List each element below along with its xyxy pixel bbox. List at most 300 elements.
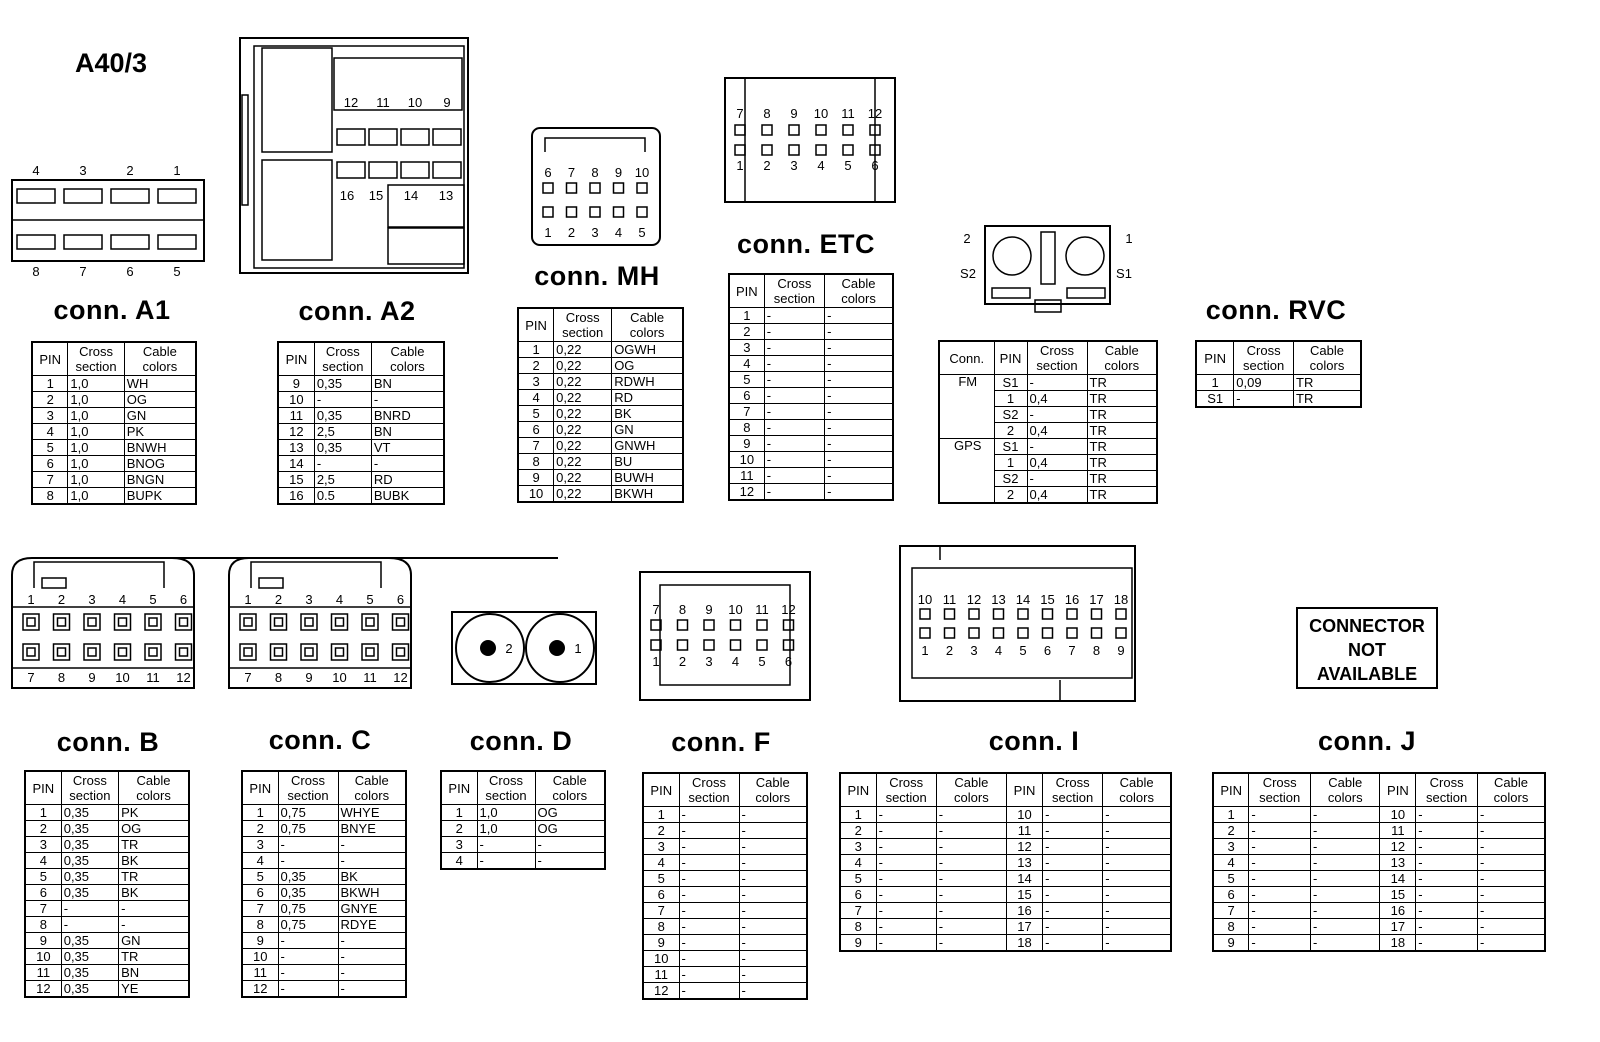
pin-slot xyxy=(1018,609,1028,619)
pin-cell: 2 xyxy=(994,487,1027,504)
table-row xyxy=(518,470,683,486)
pin-number-label: 3 xyxy=(305,592,313,607)
pin-number-label: 3 xyxy=(970,643,978,658)
table-row xyxy=(518,454,683,470)
pin-number-label: 1 xyxy=(652,654,660,669)
table-conn-f xyxy=(642,772,808,1000)
table-row xyxy=(1213,855,1545,871)
pin-cavity xyxy=(271,614,287,630)
pin-number-label: 5 xyxy=(366,592,374,607)
cross-section-cell: 1,0 xyxy=(68,456,124,472)
cross-section-cell: - xyxy=(679,823,739,839)
table-row xyxy=(840,903,1171,919)
cross-section-cell: - xyxy=(1043,903,1103,919)
cross-section-cell: 1,0 xyxy=(68,488,124,505)
table-row xyxy=(643,967,807,983)
header-pin: PIN xyxy=(25,771,61,805)
pin-cell: 4 xyxy=(518,390,554,406)
pin-number-label: 2 xyxy=(274,592,283,607)
conn-f-inner xyxy=(660,585,793,685)
pin-cavity xyxy=(271,644,287,660)
cable-color-cell: TR xyxy=(1087,439,1157,455)
table-row xyxy=(840,935,1171,952)
cable-color-cell: - xyxy=(535,853,605,870)
pin-number-label: 11 xyxy=(146,670,160,685)
pin-cell: 13 xyxy=(278,440,314,456)
pin-cavity xyxy=(84,644,100,660)
pin-slot xyxy=(945,628,955,638)
cross-section-cell: - xyxy=(1043,807,1103,823)
pin-number-label: 15 xyxy=(1040,592,1055,607)
pin-number-label: 9 xyxy=(305,670,313,685)
pin-cavity xyxy=(115,644,131,660)
pin-cell: 10 xyxy=(518,486,554,503)
pin-cell: 9 xyxy=(643,935,679,951)
table-row xyxy=(1196,391,1361,408)
pin-cell: 5 xyxy=(840,871,876,887)
cross-section-cell: 0,35 xyxy=(61,805,118,821)
table-row xyxy=(729,340,893,356)
header-cable-colors: Cable colors xyxy=(612,308,683,342)
cavity xyxy=(388,228,464,264)
pin-number-label: 10 xyxy=(407,95,423,110)
antenna-socket xyxy=(993,237,1031,275)
pin-slot xyxy=(401,129,429,145)
pin-number-label: 12 xyxy=(781,602,796,617)
table-row xyxy=(643,823,807,839)
table-conn-mh xyxy=(517,307,684,503)
cross-section-cell: - xyxy=(477,853,535,870)
table-row xyxy=(441,837,605,853)
cross-section-cell: - xyxy=(679,967,739,983)
pin-cell: 12 xyxy=(1006,839,1042,855)
pin-slot xyxy=(784,620,794,630)
pin-cell: 7 xyxy=(518,438,554,454)
not-available-text: CONNECTOR NOT AVAILABLE xyxy=(1309,616,1425,684)
cable-color-cell: - xyxy=(1477,807,1545,823)
cross-section-cell: 1,0 xyxy=(68,472,124,488)
cable-color-cell: YE xyxy=(119,981,189,998)
table-row xyxy=(643,855,807,871)
header-row xyxy=(32,342,196,376)
pin-number-label: 1 xyxy=(574,641,582,656)
table-row xyxy=(25,821,189,837)
cross-section-cell: 0,35 xyxy=(61,965,118,981)
cable-color-cell: VT xyxy=(371,440,444,456)
header-cross-section: Cross section xyxy=(477,771,535,805)
pin-slot xyxy=(614,207,624,217)
table-conn-a2 xyxy=(277,341,445,505)
table-row xyxy=(840,823,1171,839)
cross-section-cell: 1,0 xyxy=(68,408,124,424)
cross-section-cell: 1,0 xyxy=(68,376,124,392)
pin-cell: 7 xyxy=(729,404,764,420)
pin-terminal xyxy=(244,618,252,626)
header-cable-colors: Cable colors xyxy=(119,771,189,805)
cable-color-cell: - xyxy=(338,853,406,869)
cable-color-cell: - xyxy=(1477,935,1545,952)
header-pin: PIN xyxy=(643,773,679,807)
pin-slot xyxy=(369,129,397,145)
pin-slot xyxy=(1043,609,1053,619)
cross-section-cell: 1,0 xyxy=(68,424,124,440)
pin-number-label: 2 xyxy=(763,158,771,173)
table-row xyxy=(242,805,406,821)
cross-section-cell: - xyxy=(764,404,824,420)
cross-section-cell: 0,35 xyxy=(314,440,371,456)
pin-number-label: 7 xyxy=(27,670,35,685)
pin-cell: 8 xyxy=(729,420,764,436)
cable-color-cell: - xyxy=(739,951,807,967)
cross-section-cell: 0,22 xyxy=(554,358,612,374)
header-row xyxy=(840,773,1171,807)
pin-slot xyxy=(637,207,647,217)
cross-section-cell: - xyxy=(1249,839,1311,855)
header-conn: Conn. xyxy=(939,341,994,375)
cable-color-cell: - xyxy=(338,965,406,981)
cross-section-cell: - xyxy=(1416,903,1478,919)
pin-number-label: 4 xyxy=(32,163,40,178)
pin-number-label: 11 xyxy=(755,602,769,617)
latch xyxy=(42,578,66,588)
header-pin: PIN xyxy=(32,342,68,376)
pin-slot xyxy=(433,162,461,178)
table-row xyxy=(518,438,683,454)
cross-section-cell: - xyxy=(278,965,338,981)
pin-cell: 5 xyxy=(25,869,61,885)
table-row xyxy=(518,390,683,406)
pin-number-label: 2 xyxy=(945,643,954,658)
cable-color-cell: TR xyxy=(119,949,189,965)
pin-cell: 2 xyxy=(242,821,278,837)
table-row xyxy=(242,949,406,965)
pin-number-label: 7 xyxy=(736,106,744,121)
pin-cell: 3 xyxy=(518,374,554,390)
table-row xyxy=(729,308,893,324)
cable-color-cell: - xyxy=(1477,919,1545,935)
cross-section-cell: - xyxy=(1043,871,1103,887)
cross-section-cell: 0.5 xyxy=(314,488,371,505)
cross-section-cell: - xyxy=(764,308,824,324)
cable-color-cell: BK xyxy=(612,406,683,422)
pin-cavity xyxy=(240,644,256,660)
cable-color-cell: BK xyxy=(119,853,189,869)
header-cross-section: Cross section xyxy=(1249,773,1311,807)
pin-number-label: 11 xyxy=(841,106,855,121)
pin-slot xyxy=(590,207,600,217)
cable-color-cell: - xyxy=(371,456,444,472)
cable-color-cell: - xyxy=(936,839,1006,855)
cross-section-cell: 0,35 xyxy=(314,376,371,392)
pin-number-label: 4 xyxy=(817,158,825,173)
pin-cell: 1 xyxy=(643,807,679,823)
cross-section-cell: - xyxy=(1416,935,1478,952)
pin-terminal xyxy=(88,648,96,656)
pin-slot xyxy=(614,183,624,193)
pin-cell: 1 xyxy=(25,805,61,821)
header-pin: PIN xyxy=(441,771,477,805)
cross-section-cell: 0,35 xyxy=(61,853,118,869)
cable-color-cell: TR xyxy=(1087,487,1157,504)
pin-number-label: 14 xyxy=(403,188,419,203)
table-row xyxy=(278,456,444,472)
conn-f-body xyxy=(640,572,810,700)
cable-color-cell: - xyxy=(825,308,893,324)
table-row xyxy=(242,933,406,949)
table-row xyxy=(242,901,406,917)
table-row xyxy=(840,807,1171,823)
cross-section-cell: - xyxy=(764,468,824,484)
cross-section-cell: - xyxy=(1416,823,1478,839)
table-row xyxy=(643,935,807,951)
table-row xyxy=(25,917,189,933)
cable-color-cell: GNYE xyxy=(338,901,406,917)
cross-section-cell: - xyxy=(278,949,338,965)
cross-section-cell: - xyxy=(764,452,824,468)
pin-number-label: 2 xyxy=(678,654,687,669)
pin-terminal xyxy=(305,648,313,656)
pin-cell: 1 xyxy=(518,342,554,358)
title-conn-j: conn. J xyxy=(1317,726,1417,756)
cross-section-cell: - xyxy=(764,388,824,404)
cable-color-cell: - xyxy=(739,903,807,919)
pin-cell: 9 xyxy=(242,933,278,949)
cross-section-cell: - xyxy=(764,436,824,452)
table-row xyxy=(278,472,444,488)
cable-color-cell: - xyxy=(825,452,893,468)
table-row xyxy=(1213,919,1545,935)
pin-cell: 4 xyxy=(643,855,679,871)
cable-color-cell: OG xyxy=(124,392,196,408)
table-row xyxy=(25,933,189,949)
cross-section-cell: 0,35 xyxy=(314,408,371,424)
pin-number-label: 11 xyxy=(363,670,377,685)
header-pin: PIN xyxy=(729,274,764,308)
pin-cell: 1 xyxy=(32,376,68,392)
pin-slot xyxy=(1018,628,1028,638)
pin-cell: 3 xyxy=(242,837,278,853)
cross-section-cell: 0,4 xyxy=(1027,455,1087,471)
header-cable-colors: Cable colors xyxy=(338,771,406,805)
table-row xyxy=(518,374,683,390)
pin-number-label: 9 xyxy=(1117,643,1125,658)
key-slot xyxy=(251,562,381,588)
pin-cell: 7 xyxy=(242,901,278,917)
table-row xyxy=(729,404,893,420)
cable-color-cell: WHYE xyxy=(338,805,406,821)
pin-number-label: 7 xyxy=(652,602,660,617)
pin-cell: 2 xyxy=(643,823,679,839)
pin-number-label: 4 xyxy=(118,592,127,607)
cross-section-cell: 0,22 xyxy=(554,406,612,422)
pin-slot xyxy=(337,162,365,178)
pin-slot xyxy=(158,235,196,249)
pin-number-label: 8 xyxy=(1092,643,1101,658)
cross-section-cell: 1,0 xyxy=(477,821,535,837)
cross-section-cell: - xyxy=(679,839,739,855)
header-cross-section: Cross section xyxy=(278,771,338,805)
table-row xyxy=(32,376,196,392)
pin-slot xyxy=(158,189,196,203)
header-row xyxy=(1196,341,1361,375)
cable-color-cell: GN xyxy=(124,408,196,424)
cross-section-cell: - xyxy=(278,933,338,949)
pin-slot xyxy=(543,207,553,217)
pin-slot xyxy=(1092,609,1102,619)
pin-number-label: 8 xyxy=(678,602,687,617)
pin-slot xyxy=(590,183,600,193)
pin-cell: 18 xyxy=(1380,935,1416,952)
cable-color-cell: - xyxy=(1311,919,1380,935)
cross-section-cell: 1,0 xyxy=(477,805,535,821)
cable-color-cell: - xyxy=(1103,839,1171,855)
pin-cell: S1 xyxy=(1196,391,1234,408)
table-row xyxy=(729,436,893,452)
table-row xyxy=(25,869,189,885)
cross-section-cell: - xyxy=(1249,823,1311,839)
pin-number-label: 5 xyxy=(638,225,646,240)
cable-color-cell: - xyxy=(936,807,1006,823)
pin-cell: 10 xyxy=(25,949,61,965)
cable-color-cell: BN xyxy=(371,376,444,392)
pin-number-label: 10 xyxy=(634,165,650,180)
cross-section-cell: - xyxy=(314,392,371,408)
pin-cell: 7 xyxy=(1213,903,1249,919)
table-row xyxy=(1213,839,1545,855)
header-cable-colors: Cable colors xyxy=(535,771,605,805)
pin-slot xyxy=(1116,628,1126,638)
table-row xyxy=(729,484,893,501)
cross-section-cell: 0,22 xyxy=(554,374,612,390)
pin-cell: 1 xyxy=(441,805,477,821)
header-cross-section: Cross section xyxy=(61,771,118,805)
pin-slot xyxy=(637,183,647,193)
table-conn-i xyxy=(839,772,1172,952)
header-cable-colors: Cable colors xyxy=(371,342,444,376)
table-row xyxy=(278,488,444,505)
conn-etc-body xyxy=(725,78,895,202)
table-row xyxy=(840,887,1171,903)
pin-number-label: 2 xyxy=(963,231,971,246)
table-row xyxy=(32,488,196,505)
table-row xyxy=(729,356,893,372)
pin-slot xyxy=(843,125,853,135)
pin-terminal xyxy=(336,618,344,626)
pin-slot xyxy=(1067,288,1105,298)
cross-section-cell: 0,4 xyxy=(1027,423,1087,439)
pin-terminal xyxy=(27,618,35,626)
pin-cavity xyxy=(362,614,378,630)
cable-color-cell: OGWH xyxy=(612,342,683,358)
pin-cavity xyxy=(23,614,39,630)
pin-number-label: 9 xyxy=(705,602,713,617)
cross-section-cell: - xyxy=(679,871,739,887)
antenna-socket xyxy=(1066,237,1104,275)
pin-number-label: 14 xyxy=(1015,592,1031,607)
cable-color-cell: BNRD xyxy=(371,408,444,424)
cross-section-cell: - xyxy=(61,901,118,917)
cable-color-cell: BN xyxy=(371,424,444,440)
cable-color-cell: - xyxy=(1311,823,1380,839)
pin-number-label: 2 xyxy=(567,225,576,240)
cross-section-cell: - xyxy=(1416,855,1478,871)
pin-cavity xyxy=(84,614,100,630)
header-pin: PIN xyxy=(1006,773,1042,807)
pin-number-label: 12 xyxy=(867,106,883,121)
cable-color-cell: GN xyxy=(612,422,683,438)
table-row xyxy=(1213,807,1545,823)
cross-section-cell: 0,75 xyxy=(278,805,338,821)
cable-color-cell: - xyxy=(1477,903,1545,919)
pin-number-label: 2 xyxy=(126,163,134,178)
cross-section-cell: - xyxy=(314,456,371,472)
cross-section-cell: - xyxy=(477,837,535,853)
pin-cell: 5 xyxy=(518,406,554,422)
pin-terminal xyxy=(88,618,96,626)
pin-slot xyxy=(789,145,799,155)
pin-cell: 2 xyxy=(994,423,1027,439)
cable-color-cell: - xyxy=(825,436,893,452)
pin-number-label: 4 xyxy=(335,592,344,607)
pin-cavity xyxy=(176,614,192,630)
cable-color-cell: - xyxy=(936,903,1006,919)
pin-slot xyxy=(543,183,553,193)
cross-section-cell: - xyxy=(1249,871,1311,887)
table-row xyxy=(643,871,807,887)
pin-cell: 13 xyxy=(1006,855,1042,871)
cross-section-cell: - xyxy=(679,983,739,1000)
header-pin: PIN xyxy=(994,341,1027,375)
cross-section-cell: 2,5 xyxy=(314,424,371,440)
pin-number-label: 5 xyxy=(173,264,181,279)
pin-terminal xyxy=(119,618,127,626)
cross-section-cell: - xyxy=(1027,471,1087,487)
pin-slot xyxy=(567,207,577,217)
pin-number-label: 17 xyxy=(1089,592,1104,607)
cross-section-cell: - xyxy=(1249,919,1311,935)
pin-cell: 1 xyxy=(994,455,1027,471)
cross-section-cell: 0,22 xyxy=(554,390,612,406)
pin-cell: 15 xyxy=(1006,887,1042,903)
cross-section-cell: 0,35 xyxy=(61,869,118,885)
header-cable-colors: Cable colors xyxy=(1311,773,1380,807)
pin-slot xyxy=(64,189,102,203)
pin-cell: 12 xyxy=(643,983,679,1000)
pin-number-label: 2 xyxy=(57,592,66,607)
cross-section-cell: - xyxy=(1027,375,1087,391)
pin-slot xyxy=(992,288,1030,298)
table-row xyxy=(25,805,189,821)
cross-section-cell: - xyxy=(1027,439,1087,455)
pin-cell: 6 xyxy=(729,388,764,404)
pin-slot xyxy=(1067,628,1077,638)
table-row xyxy=(840,919,1171,935)
pin-cell: 18 xyxy=(1006,935,1042,952)
header-pin: PIN xyxy=(518,308,554,342)
header-cross-section: Cross section xyxy=(679,773,739,807)
table-row xyxy=(32,408,196,424)
header-cable-colors: Cable colors xyxy=(936,773,1006,807)
cavity xyxy=(262,48,332,152)
pin-number-label: 8 xyxy=(57,670,66,685)
pin-number-label: 7 xyxy=(567,165,576,180)
pin-cell: 7 xyxy=(25,901,61,917)
cable-color-cell: - xyxy=(1103,855,1171,871)
pin-cavity xyxy=(301,614,317,630)
header-cross-section: Cross section xyxy=(314,342,371,376)
pin-number-label: 1 xyxy=(244,592,252,607)
pin-cell: 15 xyxy=(1380,887,1416,903)
